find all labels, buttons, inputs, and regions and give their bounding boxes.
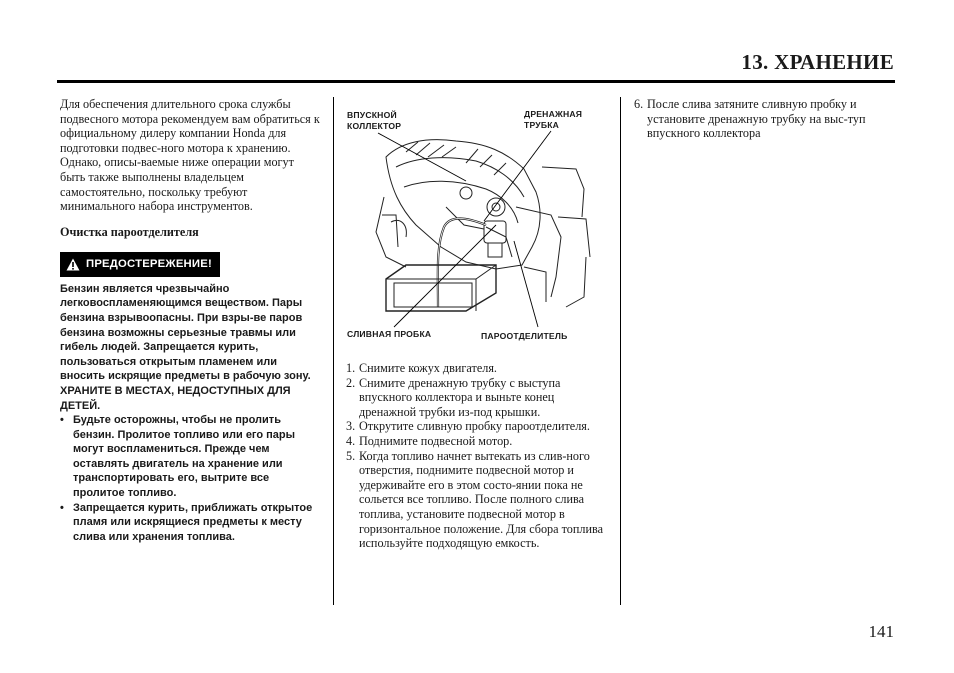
label-drain-plug: СЛИВНАЯ ПРОБКА <box>347 329 432 339</box>
list-item: 6. После слива затяните сливную пробку и установите дренажную трубку на выс-туп впускного коллектора <box>634 97 866 141</box>
intro-paragraph: Для обеспечения длительного срока службы подвесного мотора рекомендуем вам обратиться к официальному дилеру компании Honda для подготовки подвес-ного мотора к хранению. Однако, описы-ваемые ниже операции могут быть также выполнены владельцем самостоятельно, поскольку требуют минимального набора инструментов. <box>60 97 320 214</box>
list-item: 4. Поднимите подвесной мотор. <box>346 433 513 448</box>
list-item: 5. Когда топливо начнет вытекать из слив-ного отверстия, поднимите подвесной мотор и удерживайте его в этом состо-янии пока не сольется все топливо. После полного слива топлива, установите подвесной мотор в горизонтальное положение. Для сбора топлива используйте подходящую емкость. <box>346 448 603 551</box>
right-column <box>634 97 896 141</box>
steps-list <box>346 361 611 551</box>
header-rule <box>57 80 895 83</box>
list-item: • Запрещается курить, приближать открытое пламя или искрящиеся предметы к месту слива или хранения топлива. <box>60 501 313 543</box>
column-divider <box>333 97 334 605</box>
list-item: 2. Снимите дренажную трубку с выступа впускного коллектора и выньте конец дренажной трубки из-под крышки. <box>346 375 561 419</box>
warning-triangle-icon <box>66 258 80 271</box>
list-item: 3. Открутите сливную пробку пароотделителя. <box>346 419 590 434</box>
page-number: 141 <box>868 622 894 641</box>
label-drain-tube: ДРЕНАЖНАЯ ТРУБКА <box>524 109 583 130</box>
vapor-separator-diagram <box>346 97 611 351</box>
warning-badge <box>60 252 220 277</box>
label-intake-manifold: ВПУСКНОЙ КОЛЛЕКТОР <box>347 110 402 131</box>
left-column <box>60 97 322 544</box>
label-vapor-separator: ПАРООТДЕЛИТЕЛЬ <box>481 331 568 341</box>
middle-column <box>346 97 611 551</box>
page-title: 13. ХРАНЕНИЕ <box>741 50 894 74</box>
column-divider <box>620 97 621 605</box>
engine-illustration <box>346 97 611 351</box>
list-item: • Будьте осторожны, чтобы не пролить бензин. Пролитое топливо или его пары могут воспламениться. Прежде чем оставлять двигатель на хранение или транспортировать его, вытрите все пролитое топливо. <box>60 414 296 500</box>
warning-text: Бензин является чрезвычайно легковоспламеняющимся веществом. Пары бензина взрывоопасны. При взры-ве паров бензина возможны серьезные травмы или гибель людей. Запрещается курить, пользоваться открытым пламенем или вносить искрящие предметы в рабочую зону. ХРАНИТЕ В МЕСТАХ, НЕДОСТУПНЫХ ДЛЯ ДЕТЕЙ. <box>60 282 311 412</box>
section-heading: Очистка пароотделителя <box>60 224 199 239</box>
list-item: 1. Снимите кожух двигателя. <box>346 361 497 375</box>
warning-bullets <box>60 413 322 544</box>
warning-label: ПРЕДОСТЕРЕЖЕНИЕ! <box>86 258 212 271</box>
steps-list-continued <box>634 97 896 141</box>
